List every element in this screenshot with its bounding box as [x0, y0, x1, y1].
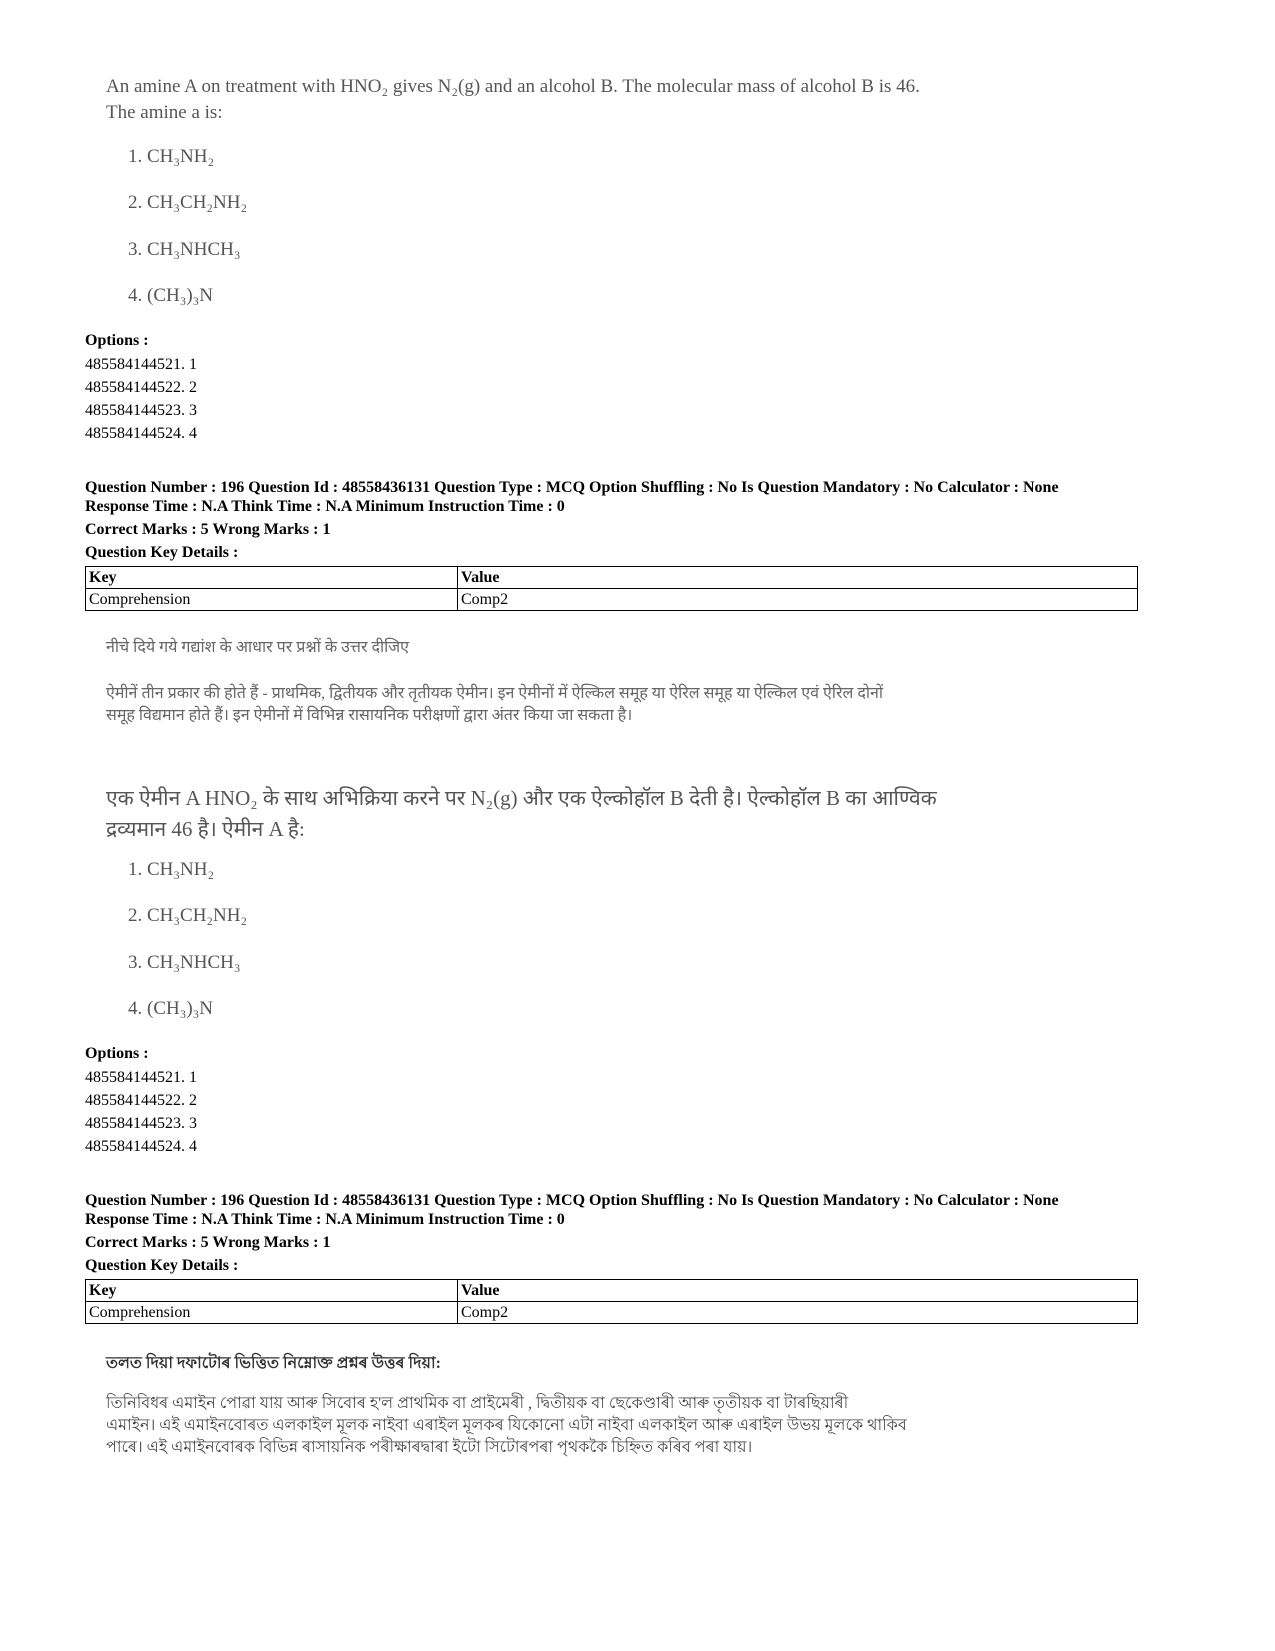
question-marks-line: Correct Marks : 5 Wrong Marks : 1	[85, 521, 331, 538]
hindi-passage-line1: ऐमीनें तीन प्रकार की होते हैं - प्राथमिक, द्वितीयक और तृतीयक ऐमीन। इन ऐमीनों में ऐल्किल समूह या ऐरिल समूह या ऐल्किल एवं ऐरिल दोनों	[106, 685, 884, 702]
table-row	[86, 589, 1138, 611]
table-cell-value: Comp2	[458, 589, 1138, 611]
options-label: Options :	[85, 332, 149, 349]
table-header-row	[86, 1280, 1138, 1302]
question-text: An amine A on treatment with HNO₂ gives N₂(g) and an alcohol B. The molecular mass of alcohol B is 46.	[106, 76, 920, 97]
hindi-passage-line2: समूह विद्यमान होते हैं। इन ऐमीनों में विभिन्न रासायनिक परीक्षणों द्वारा अंतर किया जा सकता है।	[106, 707, 633, 724]
key-details-table	[85, 566, 1138, 611]
option-row-1: 485584144521. 1	[85, 356, 197, 373]
table-header-value: Value	[458, 1280, 1138, 1302]
hindi-instruction: नीचे दिये गये गद्यांश के आधार पर प्रश्नों के उत्तर दीजिए	[106, 639, 410, 656]
table-header-row	[86, 567, 1138, 589]
question-timing-line: Response Time : N.A Think Time : N.A Minimum Instruction Time : 0	[85, 1211, 565, 1228]
options-label: Options :	[85, 1045, 149, 1062]
question-timing-line: Response Time : N.A Think Time : N.A Minimum Instruction Time : 0	[85, 498, 565, 515]
option-row-1: 485584144521. 1	[85, 1069, 197, 1086]
image-option-4: 4. (CH₃)₃N	[128, 285, 214, 306]
image-option-1: 1. CH₃NH₂	[128, 859, 215, 880]
table-header-value: Value	[458, 567, 1138, 589]
option-row-4: 485584144524. 4	[85, 425, 197, 442]
assamese-passage-line1: তিনিবিধৰ এমাইন পোৱা যায় আৰু সিবোৰ হ'ল প্ৰাথমিক বা প্ৰাইমেৰী , দ্বিতীয়ক বা ছেকেণ্ডাৰী আৰু তৃতীয়ক বা টাৰছিয়াৰী	[106, 1395, 849, 1412]
table-cell-key: Comprehension	[86, 1302, 458, 1324]
key-details-table	[85, 1279, 1138, 1324]
table-cell-key: Comprehension	[86, 589, 458, 611]
assamese-passage-line2: এমাইন। এই এমাইনবোৰত এলকাইল মূলক নাইবা এৰাইল মূলকৰ যিকোনো এটা নাইবা এলকাইল আৰু এৰাইল উভয় মূলকে থাকিব	[106, 1417, 907, 1434]
option-row-3: 485584144523. 3	[85, 1115, 197, 1132]
option-row-2: 485584144522. 2	[85, 1092, 197, 1109]
image-option-3: 3. CH₃NHCH₃	[128, 239, 241, 260]
hindi-question-line1: एक ऐमीन A HNO₂ के साथ अभिक्रिया करने पर N₂(g) और एक ऐल्कोहॉल B देती है। ऐल्कोहॉल B का आण्विक	[106, 786, 937, 810]
table-header-key: Key	[86, 1280, 458, 1302]
assamese-passage-line3: পাৰে। এই এমাইনবোৰক বিভিন্ন ৰাসায়নিক পৰীক্ষাৰদ্বাৰা ইটো সিটোৰপৰা পৃথককৈ চিহ্নিত কৰিব পৰা যায়।	[106, 1439, 753, 1456]
table-row	[86, 1302, 1138, 1324]
question-meta-line: Question Number : 196 Question Id : 48558436131 Question Type : MCQ Option Shuffling : No Is Question Mandatory : No Calculator : None	[85, 1192, 1059, 1209]
option-row-2: 485584144522. 2	[85, 379, 197, 396]
table-header-key: Key	[86, 567, 458, 589]
question-key-details-label: Question Key Details :	[85, 1257, 239, 1274]
image-option-1: 1. CH₃NH₂	[128, 146, 215, 167]
question-marks-line: Correct Marks : 5 Wrong Marks : 1	[85, 1234, 331, 1251]
question-text-line2: The amine a is:	[106, 102, 223, 123]
hindi-question-line2: द्रव्यमान 46 है। ऐमीन A है:	[106, 817, 305, 841]
question-meta-line: Question Number : 196 Question Id : 48558436131 Question Type : MCQ Option Shuffling : No Is Question Mandatory : No Calculator : None	[85, 479, 1059, 496]
option-row-3: 485584144523. 3	[85, 402, 197, 419]
image-option-3: 3. CH₃NHCH₃	[128, 952, 241, 973]
option-row-4: 485584144524. 4	[85, 1138, 197, 1155]
table-cell-value: Comp2	[458, 1302, 1138, 1324]
question-key-details-label: Question Key Details :	[85, 544, 239, 561]
image-option-4: 4. (CH₃)₃N	[128, 998, 214, 1019]
assamese-instruction: তলত দিয়া দফাটোৰ ভিত্তিত নিম্নোক্ত প্ৰশ্নৰ উত্তৰ দিয়া:	[106, 1355, 441, 1372]
image-option-2: 2. CH₃CH₂NH₂	[128, 192, 248, 213]
image-option-2: 2. CH₃CH₂NH₂	[128, 905, 248, 926]
